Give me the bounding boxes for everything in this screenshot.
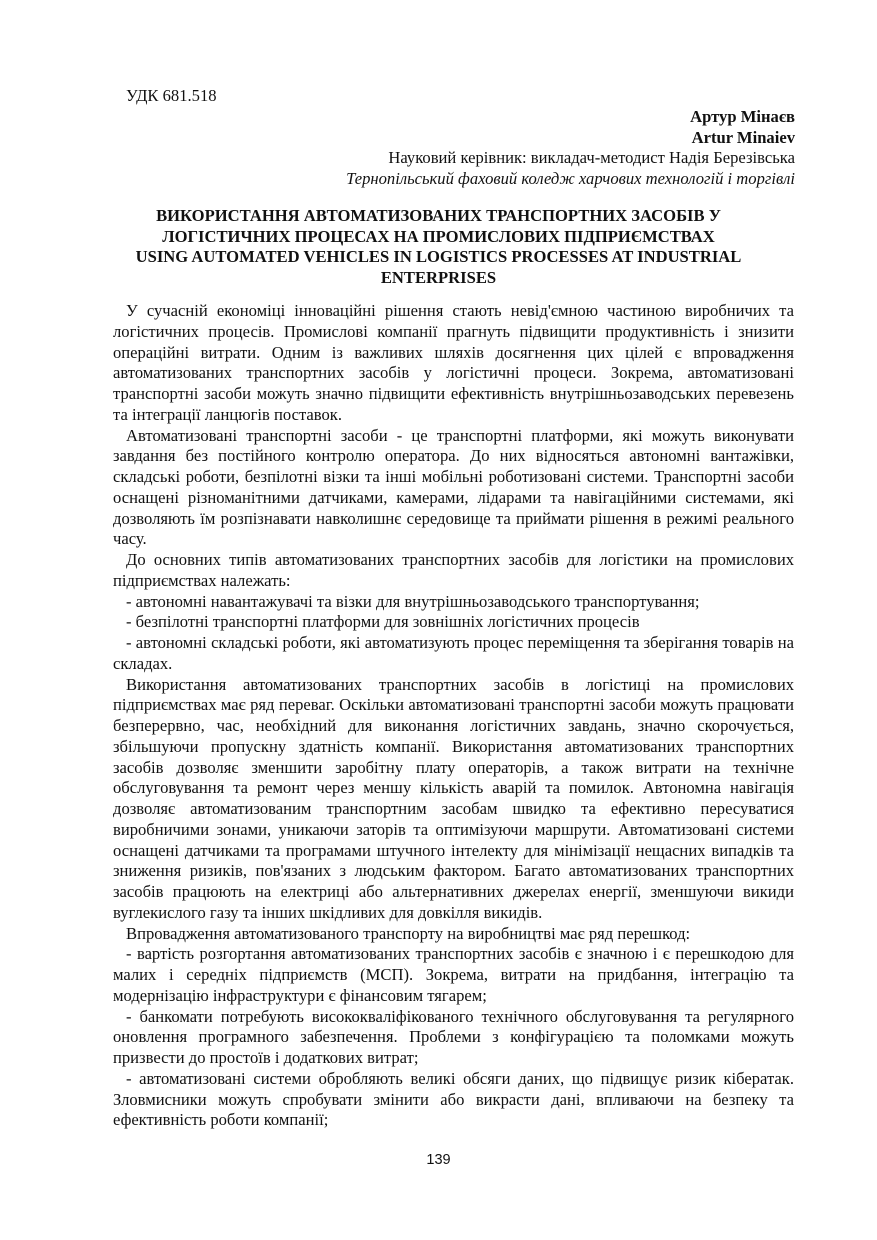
institution-line: Тернопільський фаховий коледж харчових технологій і торгівлі	[346, 169, 795, 189]
supervisor-line: Науковий керівник: викладач-методист Надія Березівська	[388, 148, 795, 168]
paragraph-intro: У сучасній економіці інноваційні рішення стають невід'ємною частиною виробничих та логістичних процесів. Промислові компанії прагнуть підвищити продуктивність і знизити операційні витрати. Одним із важливих шляхів досягнення цих цілей є впровадження автоматизованих транспортних засобів у логістичні процеси. Зокрема, автоматизовані транспортні засоби можуть значно підвищити ефективність внутрішньозаводських перевезень та інтеграції ланцюгів поставок.	[113, 301, 794, 424]
author-name-en: Artur Minaiev	[691, 127, 795, 147]
title-line-3: USING AUTOMATED VEHICLES IN LOGISTICS PROCESSES AT INDUSTRIAL	[135, 247, 742, 266]
paragraph-obstacles-intro: Впровадження автоматизованого транспорту на виробництві має ряд перешкод:	[126, 923, 691, 943]
list-item-cyber-risk: - автоматизовані системи обробляють великі обсяги даних, що підвищує ризик кібератак. Зловмисники можуть спробувати змінити або викрасти дані, впливаючи на безпеку та ефективність роботи компанії;	[113, 1068, 794, 1130]
paragraph-definition: Автоматизовані транспортні засоби - це транспортні платформи, які можуть виконувати завдання без постійного контролю оператора. До них відносяться автономні вантажівки, складські роботи, безпілотні візки та інші мобільні роботизовані системи. Транспортні засоби оснащені різноманітними датчиками, камерами, лідарами та навігаційними системами, які дозволяють їм розпізнавати навколишнє середовище та приймати рішення в режимі реального часу.	[113, 425, 794, 549]
article-body	[113, 301, 794, 1131]
title-line-4: ENTERPRISES	[380, 267, 497, 287]
list-item-forklifts: - автономні навантажувачі та візки для внутрішньозаводського транспортування;	[126, 591, 700, 611]
article-title	[104, 206, 773, 288]
title-line-2: ЛОГІСТИЧНИХ ПРОЦЕСАХ НА ПРОМИСЛОВИХ ПІДПРИЄМСТВАХ	[162, 226, 715, 246]
title-line-1: ВИКОРИСТАННЯ АВТОМАТИЗОВАНИХ ТРАНСПОРТНИХ ЗАСОБІВ У	[156, 206, 721, 225]
list-item-cost: - вартість розгортання автоматизованих транспортних засобів є значною і є перешкодою для малих і середніх підприємств (МСП). Зокрема, витрати на придбання, інтеграцію та модернізацію інфраструктури є фінансовим тягарем;	[113, 944, 794, 1005]
list-item-warehouse-robots: - автономні складські роботи, які автоматизують процес переміщення та зберігання товарів на складах.	[113, 633, 794, 673]
udc-code: УДК 681.518	[126, 86, 217, 105]
author-name-ua: Артур Мінаєв	[690, 107, 795, 126]
paragraph-types-intro: До основних типів автоматизованих транспортних засобів для логістики на промислових підприємствах належать:	[113, 550, 794, 590]
page-number: 139	[426, 1152, 451, 1168]
paragraph-advantages: Використання автоматизованих транспортних засобів в логістиці на промислових підприємствах має ряд переваг. Оскільки автоматизовані транспортні засоби можуть працювати безперервно, час, необхідний для виконання логістичних завдань, значно скорочується, збільшуючи пропускну здатність компанії. Використання автоматизованих транспортних засобів дозволяє зменшити заробітну плату операторів, а також витрати на технічне обслуговування та ремонт через меншу кількість аварій та помилок. Автономна навігація дозволяє автоматизованим транспортним засобам швидко та ефективно пересуватися виробничими зонами, уникаючи заторів та оптимізуючи маршрути. Автоматизовані системи оснащені датчиками та програмами штучного інтелекту для мінімізації нещасних випадків та зниження ризиків, пов'язаних з людським фактором. Багато автоматизованих транспортних засобів працюють на електриці або альтернативних джерелах енергії, зменшуючи викиди вуглекислого газу та інших шкідливих для довкілля викидів.	[113, 674, 794, 922]
list-item-maintenance: - банкомати потребують висококваліфікованого технічного обслуговування та регулярного оновлення програмного забезпечення. Проблеми з конфігурацією та поломками можуть призвести до простоїв і додаткових витрат;	[113, 1006, 794, 1067]
list-item-platforms: - безпілотні транспортні платформи для зовнішніх логістичних процесів	[126, 612, 640, 632]
author-block	[346, 107, 795, 190]
